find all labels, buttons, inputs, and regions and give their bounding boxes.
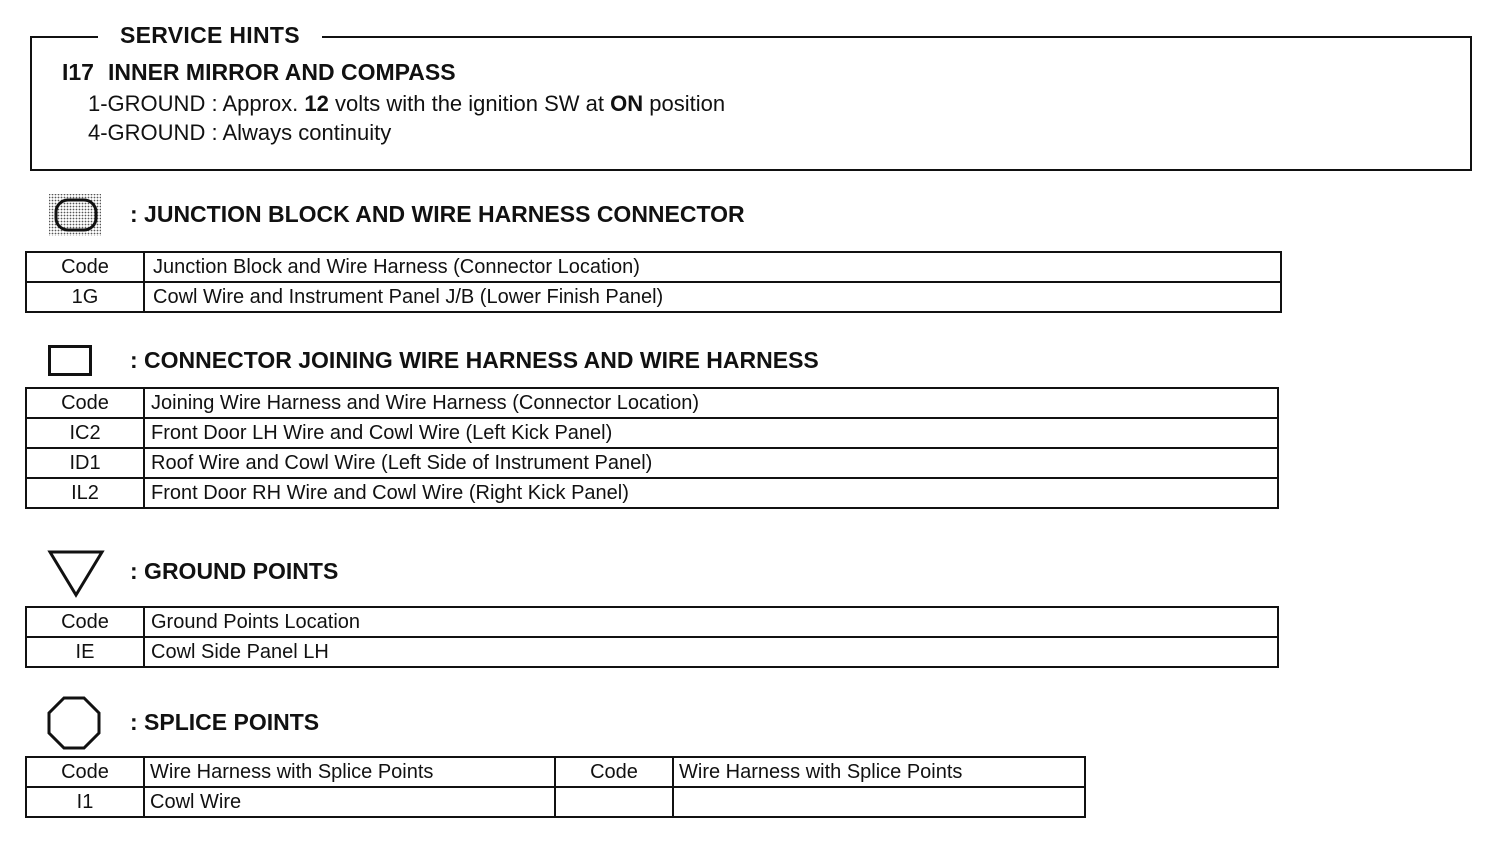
hint-pins: 4-GROUND (88, 120, 206, 145)
table-header-row (26, 757, 1085, 787)
code-cell: IC2 (26, 418, 144, 448)
location-cell: Front Door RH Wire and Cowl Wire (Right Kick Panel) (144, 478, 1278, 508)
table-row (26, 478, 1278, 508)
rectangle-icon (48, 345, 94, 377)
table-header-row (26, 388, 1278, 418)
table-row (26, 282, 1281, 312)
hint-line-2 (88, 120, 391, 146)
junction-section-title: : JUNCTION BLOCK AND WIRE HARNESS CONNECTOR (130, 201, 745, 227)
service-hints-title: SERVICE HINTS (98, 22, 322, 49)
code-cell: IE (26, 637, 144, 667)
hint-switch-state: ON (610, 91, 644, 116)
connector-heading (62, 59, 456, 86)
hint-text: Approx. (222, 91, 305, 116)
splice-section-title: : SPLICE POINTS (130, 709, 320, 735)
header-cell: Code (555, 757, 673, 787)
octagon-icon (46, 695, 102, 751)
header-cell: Code (26, 607, 144, 637)
location-cell: Cowl Side Panel LH (144, 637, 1278, 667)
code-cell: ID1 (26, 448, 144, 478)
location-cell: Roof Wire and Cowl Wire (Left Side of Instrument Panel) (144, 448, 1278, 478)
hint-text: volts with the ignition SW at (328, 91, 611, 116)
header-cell: Wire Harness with Splice Points (673, 757, 1085, 787)
header-cell: Ground Points Location (144, 607, 1278, 637)
table-row (26, 418, 1278, 448)
triangle-down-icon (46, 549, 106, 599)
connector-table (25, 387, 1279, 509)
rounded-square-shaded-icon (48, 193, 102, 237)
junction-table (25, 251, 1282, 313)
header-cell: Code (26, 252, 144, 282)
splice-wire-cell: Cowl Wire (144, 787, 555, 817)
table-header-row (26, 252, 1281, 282)
ground-table (25, 606, 1279, 668)
hint-text: Always continuity (222, 120, 392, 145)
code-cell: I1 (26, 787, 144, 817)
hint-line-1 (88, 91, 725, 117)
table-row (26, 448, 1278, 478)
table-row (26, 787, 1085, 817)
code-cell (555, 787, 673, 817)
hint-text: position (643, 91, 726, 116)
hint-separator: : (205, 120, 223, 145)
hint-separator: : (205, 91, 223, 116)
code-cell: IL2 (26, 478, 144, 508)
code-cell: 1G (26, 282, 144, 312)
location-cell: Front Door LH Wire and Cowl Wire (Left Kick Panel) (144, 418, 1278, 448)
connector-name: INNER MIRROR AND COMPASS (107, 59, 456, 85)
header-cell: Joining Wire Harness and Wire Harness (Connector Location) (144, 388, 1278, 418)
table-header-row (26, 607, 1278, 637)
header-cell: Code (26, 757, 144, 787)
header-cell: Code (26, 388, 144, 418)
header-cell: Wire Harness with Splice Points (144, 757, 555, 787)
header-cell: Junction Block and Wire Harness (Connector Location) (144, 252, 1281, 282)
hint-voltage: 12 (304, 91, 329, 116)
table-row (26, 637, 1278, 667)
splice-table (25, 756, 1086, 818)
location-cell: Cowl Wire and Instrument Panel J/B (Lower Finish Panel) (144, 282, 1281, 312)
ground-section-title: : GROUND POINTS (130, 558, 339, 584)
hint-pins: 1-GROUND (88, 91, 206, 116)
connector-code: I17 (62, 59, 94, 85)
splice-wire-cell (673, 787, 1085, 817)
connector-section-title: : CONNECTOR JOINING WIRE HARNESS AND WIRE HARNESS (130, 347, 819, 373)
